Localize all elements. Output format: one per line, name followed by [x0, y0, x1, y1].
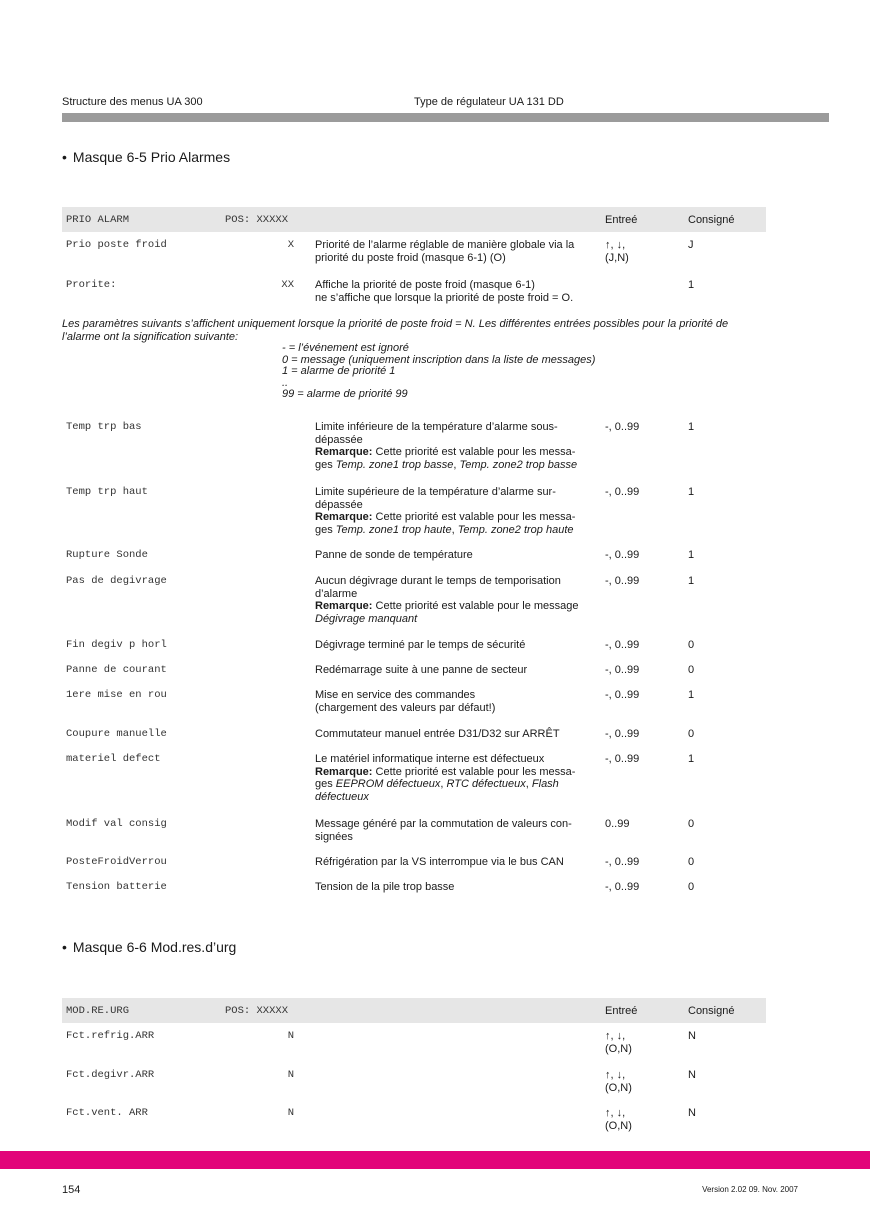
- param-name: PosteFroidVerrou: [66, 856, 167, 868]
- param-name: Fct.vent. ARR: [66, 1107, 148, 1119]
- param-name: Prorite:: [66, 279, 117, 291]
- param-description: Limite supérieure de la température d’alarme sur- dépassée Remarque: Cette priorité est valable pour les messa- ges Temp. zone1 trop haute, Temp. zone2 trop haute: [315, 486, 576, 536]
- param-description: Priorité de l’alarme réglable de manière globale via la priorité du poste froid (masque 6-1) (O): [315, 239, 575, 264]
- param-name: Rupture Sonde: [66, 549, 148, 561]
- note-text: Les paramètres suivants s’affichent uniquement lorsque la priorité de poste froid = N. Les différentes entrées possibles pour la priorité de l’alarme ont la signification suivante:: [62, 318, 729, 343]
- header-consign: Consigné: [688, 214, 735, 226]
- param-name: Fct.refrig.ARR: [66, 1030, 155, 1042]
- param-consign: 1: [688, 549, 695, 561]
- param-name: Panne de courant: [66, 664, 167, 676]
- footer-bar: [0, 1151, 870, 1169]
- param-name: Coupure manuelle: [66, 728, 167, 740]
- param-entry: -, 0..99: [605, 639, 640, 651]
- param-consign: 1: [688, 279, 695, 291]
- param-consign: 1: [688, 753, 695, 765]
- param-entry: -, 0..99: [605, 881, 640, 893]
- param-consign: N: [688, 1030, 696, 1042]
- param-description: Affiche la priorité de poste froid (masque 6-1) ne s’affiche que lorsque la priorité de poste froid = O.: [315, 279, 574, 304]
- param-name: Modif val consig: [66, 818, 167, 830]
- param-value: N: [287, 1107, 294, 1119]
- param-description: Aucun dégivrage durant le temps de temporisation d’alarme Remarque: Cette priorité est valable pour le message Dégivrage manquant: [315, 575, 579, 625]
- param-description: Réfrigération par la VS interrompue via le bus CAN: [315, 856, 564, 868]
- param-name: Tension batterie: [66, 881, 167, 893]
- param-description: Message généré par la commutation de valeurs con- signées: [315, 818, 572, 843]
- header-pos: POS: XXXXX: [225, 1005, 289, 1017]
- param-consign: N: [688, 1069, 696, 1081]
- param-entry: -, 0..99: [605, 575, 640, 587]
- param-entry: -, 0..99: [605, 421, 640, 433]
- param-description: Mise en service des commandes (chargement des valeurs par défaut!): [315, 689, 496, 714]
- param-consign: 1: [688, 575, 695, 587]
- param-name: Temp trp haut: [66, 486, 148, 498]
- param-entry: -, 0..99: [605, 486, 640, 498]
- section-title: • Masque 6-5 Prio Alarmes: [62, 149, 231, 165]
- table-header: [62, 998, 766, 1023]
- param-name: Pas de degivrage: [66, 575, 167, 587]
- param-name: Fin degiv p horl: [66, 639, 167, 651]
- param-entry: -, 0..99: [605, 549, 640, 561]
- param-description: Commutateur manuel entrée D31/D32 sur ARRÊT: [315, 728, 560, 740]
- priority-legend: - = l’événement est ignoré 0 = message (uniquement inscription dans la liste de messages) 1 = alarme de priorité 1 .. 99 = alarme de priorité 99: [282, 342, 596, 400]
- param-value: X: [287, 239, 294, 251]
- param-name: Fct.degivr.ARR: [66, 1069, 155, 1081]
- param-entry: ↑, ↓, (O,N): [605, 1069, 632, 1094]
- param-entry: ↑, ↓, (J,N): [605, 239, 629, 264]
- param-entry: -, 0..99: [605, 856, 640, 868]
- param-description: Tension de la pile trop basse: [315, 881, 455, 893]
- param-consign: 0: [688, 664, 695, 676]
- header-name: PRIO ALARM: [66, 214, 130, 226]
- param-value: N: [287, 1069, 294, 1081]
- param-description: Limite inférieure de la température d’alarme sous- dépassée Remarque: Cette priorité est valable pour les messa- ges Temp. zone1 trop basse, Temp. zone2 trop basse: [315, 421, 578, 471]
- param-entry: ↑, ↓, (O,N): [605, 1107, 632, 1132]
- section-title: • Masque 6-6 Mod.res.d’urg: [62, 939, 237, 955]
- param-consign: 1: [688, 486, 695, 498]
- param-consign: 0: [688, 639, 695, 651]
- param-name: materiel defect: [66, 753, 161, 765]
- header-consign: Consigné: [688, 1005, 735, 1017]
- param-value: XX: [281, 279, 294, 291]
- page-number: 154: [62, 1184, 81, 1196]
- param-entry: -, 0..99: [605, 753, 640, 765]
- header-divider: [62, 113, 829, 122]
- header-center: Type de régulateur UA 131 DD: [414, 96, 564, 108]
- param-name: Prio poste froid: [66, 239, 167, 251]
- param-entry: -, 0..99: [605, 728, 640, 740]
- param-value: N: [287, 1030, 294, 1042]
- param-consign: 0: [688, 818, 695, 830]
- version-info: Version 2.02 09. Nov. 2007: [702, 1185, 798, 1194]
- param-description: Panne de sonde de température: [315, 549, 473, 561]
- param-name: 1ere mise en rou: [66, 689, 167, 701]
- param-entry: 0..99: [605, 818, 630, 830]
- table-header: [62, 207, 766, 232]
- param-entry: -, 0..99: [605, 689, 640, 701]
- param-description: Redémarrage suite à une panne de secteur: [315, 664, 528, 676]
- header-name: MOD.RE.URG: [66, 1005, 130, 1017]
- header-entry: Entreé: [605, 214, 638, 226]
- header-pos: POS: XXXXX: [225, 214, 289, 226]
- param-consign: J: [688, 239, 694, 251]
- param-consign: 1: [688, 689, 695, 701]
- header-left: Structure des menus UA 300: [62, 96, 203, 108]
- param-entry: ↑, ↓, (O,N): [605, 1030, 632, 1055]
- param-consign: 0: [688, 856, 695, 868]
- param-name: Temp trp bas: [66, 421, 142, 433]
- header-entry: Entreé: [605, 1005, 638, 1017]
- param-consign: 0: [688, 881, 695, 893]
- param-entry: -, 0..99: [605, 664, 640, 676]
- param-consign: N: [688, 1107, 696, 1119]
- param-consign: 0: [688, 728, 695, 740]
- param-consign: 1: [688, 421, 695, 433]
- param-description: Dégivrage terminé par le temps de sécurité: [315, 639, 526, 651]
- param-description: Le matériel informatique interne est défectueux Remarque: Cette priorité est valable pour les messa- ges EEPROM défectueux, RTC défectueux, Flash défectueux: [315, 753, 576, 803]
